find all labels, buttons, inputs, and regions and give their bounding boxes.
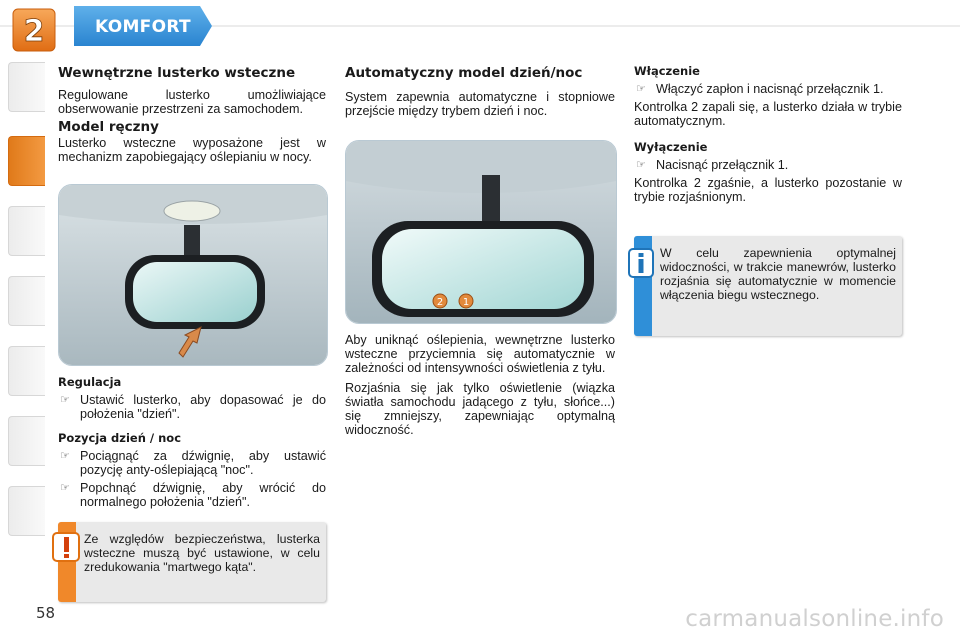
section-title: KOMFORT: [95, 17, 191, 37]
warning-text: Ze względów bezpieczeństwa, lusterka wsteczne muszą być ustawione, w celu zredukowania "martwego kąta".: [84, 532, 320, 574]
left-column: [58, 66, 326, 164]
info-text: W celu zapewnienia optymalnej widoczności, w trakcie manewrów, lusterko rozjaśnia się automatycznie w momencie włączenia biegu wstecznego.: [660, 246, 896, 302]
switch-off-item-text: Nacisnąć przełącznik 1.: [656, 158, 789, 172]
adjustment-item-text: Ustawić lusterko, aby dopasować je do położenia "dzień".: [80, 393, 326, 421]
chapter-badge: [12, 8, 56, 52]
indicator-label: 2: [436, 297, 444, 308]
exclamation-icon: [52, 532, 80, 562]
switch-label: 1: [462, 297, 470, 308]
day-night-item-1: [58, 449, 326, 477]
chapter-tab-2-active[interactable]: [8, 136, 45, 186]
arrow-bullet-icon: ☞: [60, 450, 70, 462]
middle-column-lower: [345, 333, 615, 437]
mirror-heading: Wewnętrzne lusterko wsteczne: [58, 65, 296, 81]
day-night-item-2: [58, 481, 326, 509]
manual-mirror-illustration: [59, 185, 327, 365]
right-column: [634, 64, 902, 204]
chapter-badge-shape: [12, 8, 56, 52]
switch-on-item-text: Włączyć zapłon i nacisnąć przełącznik 1.: [656, 82, 884, 96]
manual-model-text: Lusterko wsteczne wyposażone jest w mechanizm zapobiegający oślepianiu w nocy.: [58, 136, 326, 164]
switch-off-heading: Wyłączenie: [634, 140, 708, 154]
middle-column: [345, 66, 615, 118]
warning-box: [58, 522, 326, 602]
info-box: [634, 236, 902, 336]
arrow-bullet-icon: ☞: [636, 159, 646, 171]
auto-paragraph-2: Rozjaśnia się jak tylko oświetlenie (wiązka światła samochodu jadącego z tyłu, słońce...) się zmniejszy, zapewniając optymalną widoczność.: [345, 381, 615, 437]
switch-on-heading: Włączenie: [634, 64, 700, 78]
arrow-bullet-icon: ☞: [636, 83, 646, 95]
auto-model-intro: System zapewnia automatyczne i stopniowe przejście między trybem dzień i noc.: [345, 90, 615, 118]
chapter-tab-3[interactable]: [8, 206, 45, 256]
chapter-tab-6[interactable]: [8, 416, 45, 466]
day-night-item-text: Pociągnąć za dźwignię, aby ustawić pozycję anty-oślepiającą "noc".: [80, 449, 326, 477]
chapter-tab-1[interactable]: [8, 62, 45, 112]
auto-paragraph-1: Aby uniknąć oślepienia, wewnętrzne lusterko wsteczne przyciemnia się automatycznie w zależności od intensywności oświetlenia z tyłu.: [345, 333, 615, 375]
switch-off-item: [634, 158, 902, 172]
arrow-bullet-icon: ☞: [60, 482, 70, 494]
page-number: 58: [36, 604, 56, 622]
auto-model-heading: Automatyczny model dzień/noc: [345, 65, 583, 81]
chapter-tab-5[interactable]: [8, 346, 45, 396]
chapter-tab-7[interactable]: [8, 486, 45, 536]
manual-mirror-photo: [58, 184, 328, 366]
adjustment-heading: Regulacja: [58, 375, 122, 389]
info-icon: [628, 248, 654, 278]
auto-mirror-illustration: [346, 141, 616, 323]
manual-model-heading: Model ręczny: [58, 119, 159, 135]
chapter-tab-4[interactable]: [8, 276, 45, 326]
auto-mirror-photo: [345, 140, 617, 324]
watermark: carmanualsonline.info: [685, 606, 944, 632]
chapter-tabs: [0, 62, 48, 582]
left-column-lower: [58, 375, 326, 509]
chapter-number: 2: [23, 14, 45, 49]
day-night-heading: Pozycja dzień / noc: [58, 431, 182, 445]
switch-on-text: Kontrolka 2 zapali się, a lusterko działa w trybie automatycznym.: [634, 100, 902, 128]
mirror-intro: Regulowane lusterko umożliwiające obserwowanie przestrzeni za samochodem.: [58, 88, 326, 116]
day-night-item-text: Popchnąć dźwignię, aby wrócić do normalnego położenia "dzień".: [80, 481, 326, 509]
arrow-bullet-icon: ☞: [60, 394, 70, 406]
switch-off-text: Kontrolka 2 zgaśnie, a lusterko pozostanie w trybie rozjaśnionym.: [634, 176, 902, 204]
adjustment-item: [58, 393, 326, 421]
switch-on-item: [634, 82, 902, 96]
